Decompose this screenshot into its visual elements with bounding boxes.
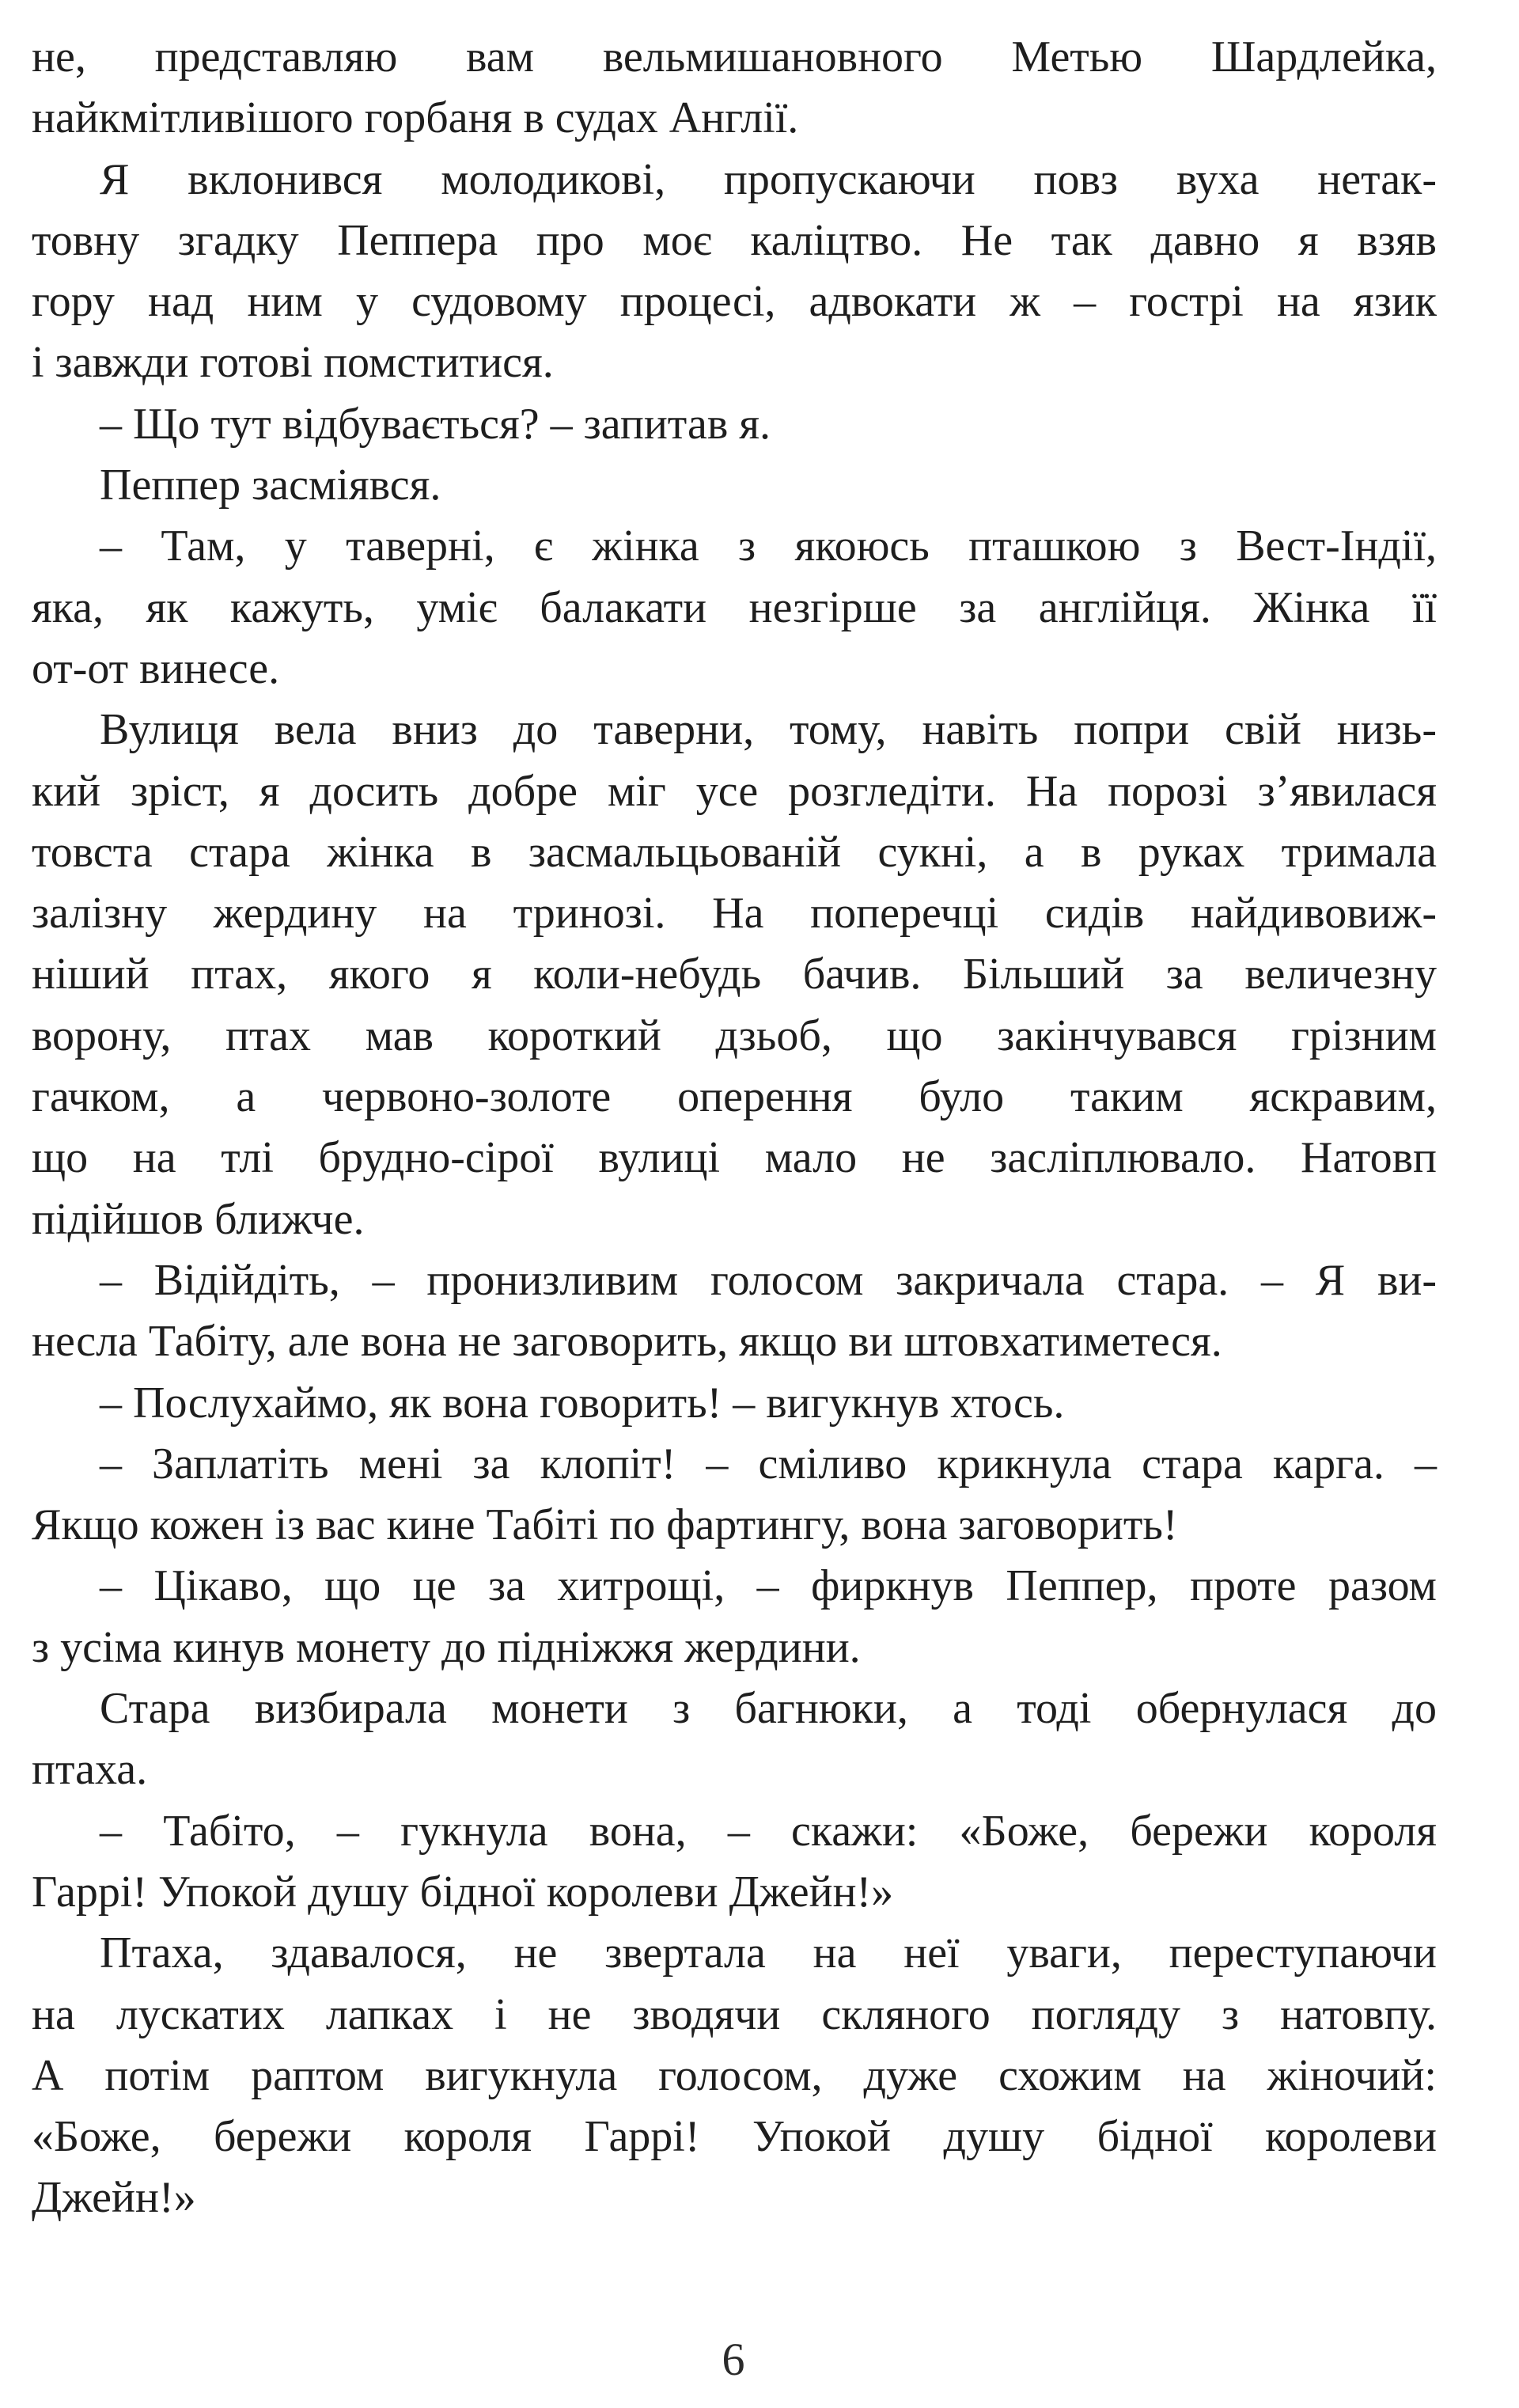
text-line: птаха.: [32, 1745, 148, 1795]
text-line: Джейн!»: [32, 2173, 196, 2223]
page-number: 6: [722, 2334, 745, 2385]
text-line: – Заплатіть мені за клопіт! – сміливо крикнула стара карга. –: [100, 1439, 1437, 1488]
text-line: – Відійдіть, – пронизливим голосом закричала стара. – Я ви-: [100, 1255, 1437, 1305]
text-line: Я вклонився молодикові, пропускаючи повз вуха нетак-: [100, 154, 1437, 204]
text-line: гачком, а червоно-золоте оперення було таким яскравим,: [32, 1072, 1437, 1122]
text-line: ворону, птах мав короткий дзьоб, що закінчувався грізним: [32, 1011, 1437, 1060]
text-line: несла Табіту, але вона не заговорить, якщо ви штовхатиметеся.: [32, 1317, 1222, 1367]
text-line: А потім раптом вигукнула голосом, дуже схожим на жіночий:: [32, 2050, 1437, 2100]
text-line: Птаха, здавалося, не звертала на неї уваги, переступаючи: [100, 1928, 1437, 1978]
text-line: що на тлі брудно-сірої вулиці мало не засліплювало. Натовп: [32, 1133, 1437, 1183]
text-line: Якщо кожен із вас кине Табіті по фартингу, вона заговорить!: [32, 1500, 1178, 1550]
text-line: не, представляю вам вельмишановного Метью Шардлейка,: [32, 32, 1437, 82]
text-line: – Там, у таверні, є жінка з якоюсь пташкою з Вест-Індії,: [100, 521, 1437, 571]
text-line: Гаррі! Упокой душу бідної королеви Джейн!»: [32, 1867, 894, 1917]
text-line: з усіма кинув монету до підніжжя жердини.: [32, 1622, 861, 1672]
text-line: – Цікаво, що це за хитрощі, – фиркнув Пеппер, проте разом: [100, 1561, 1437, 1611]
text-line: товну згадку Пеппера про моє каліцтво. Не так давно я взяв: [32, 215, 1437, 265]
text-line: гору над ним у судовому процесі, адвокати ж – гострі на язик: [32, 277, 1437, 327]
text-line: «Боже, бережи короля Гаррі! Упокой душу бідної королеви: [32, 2112, 1437, 2162]
text-line: залізну жердину на тринозі. На поперечці сидів найдивовиж-: [32, 889, 1437, 939]
text-line: яка, як кажуть, уміє балакати незгірше за англійця. Жінка її: [32, 582, 1437, 632]
page-body-text: [32, 27, 1437, 2229]
text-line: і завжди готові помститися.: [32, 338, 554, 388]
text-line: товста стара жінка в засмальцьованій сукні, а в руках тримала: [32, 827, 1437, 877]
text-line: – Послухаймо, як вона говорить! – вигукнув хтось.: [100, 1378, 1065, 1428]
text-line: от-от винесе.: [32, 643, 280, 693]
text-line: Стара визбирала монети з багнюки, а тоді обернулася до: [100, 1684, 1437, 1734]
text-line: – Що тут відбувається? – запитав я.: [100, 399, 771, 449]
text-line: підійшов ближче.: [32, 1194, 365, 1244]
text-line: кий зріст, я досить добре міг усе розгледіти. На порозі з’явилася: [32, 766, 1437, 816]
text-line: – Табіто, – гукнула вона, – скажи: «Боже, бережи короля: [100, 1806, 1437, 1856]
text-line: Вулиця вела вниз до таверни, тому, навіть попри свій низь-: [100, 705, 1437, 755]
text-line: на лускатих лапках і не зводячи скляного погляду з натовпу.: [32, 1989, 1437, 2039]
text-line: ніший птах, якого я коли-небудь бачив. Більший за величезну: [32, 950, 1437, 999]
text-line: Пеппер засміявся.: [100, 461, 441, 510]
text-line: найкмітливішого горбаня в судах Англії.: [32, 93, 799, 143]
